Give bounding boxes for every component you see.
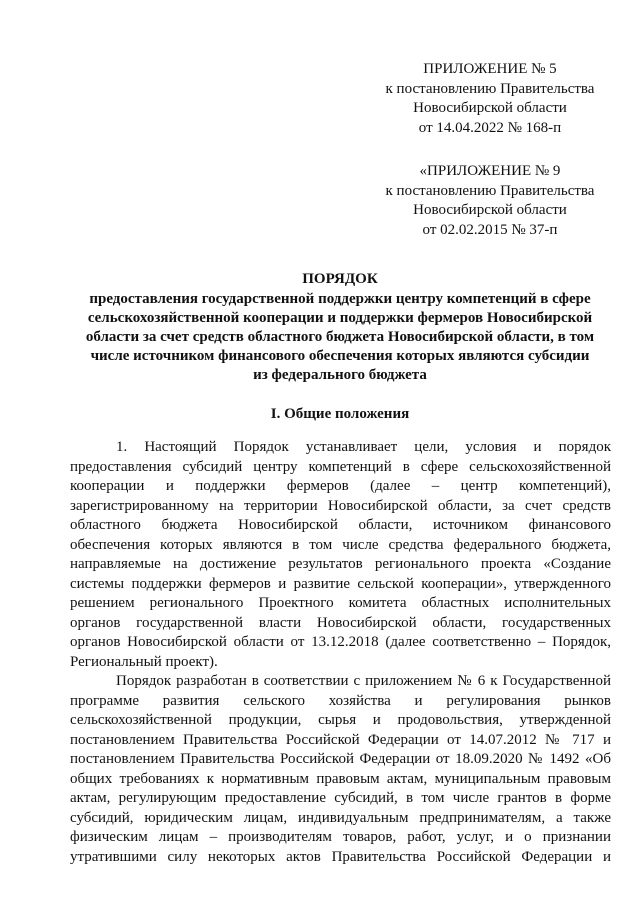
- title-line: области за счет средств областного бюджета Новосибирской области, в том: [85, 329, 595, 345]
- paragraph-1-line: органов Новосибирской области от 13.12.2018 (далее соответственно – Порядок,: [70, 634, 611, 650]
- annex-previous-date: от 02.02.2015 № 37-п: [422, 221, 558, 238]
- annex-previous-decree: к постановлению Правительства: [385, 182, 595, 199]
- document-title: [70, 270, 610, 385]
- paragraph-1-line: предоставления субсидий центру компетенций в сфере сельскохозяйственной: [70, 458, 611, 475]
- annex-current-date: от 14.04.2022 № 168-п: [418, 119, 562, 136]
- paragraph-1-line: органов государственной власти Новосибирской области, государственных: [70, 614, 611, 631]
- title-line: предоставления государственной поддержки центру компетенций в сфере: [89, 291, 591, 307]
- paragraph-2-line: утратившими силу некоторых актов Правительства Российской Федерации и: [70, 848, 611, 865]
- paragraph-2-line: общих требованиях к нормативным правовым актам, муниципальным правовым: [70, 770, 611, 787]
- annex-previous-header: [385, 162, 595, 240]
- annex-current-title: ПРИЛОЖЕНИЕ № 5: [423, 61, 557, 77]
- paragraph-1-line: обеспечения которых являются в том числе средства федерального бюджета,: [70, 536, 611, 553]
- paragraph-2-line: Порядок разработан в соответствии с приложением № 6 к Государственной: [116, 673, 611, 689]
- paragraph-1-line: 1. Настоящий Порядок устанавливает цели, условия и порядок: [116, 439, 611, 455]
- annex-previous-title: «ПРИЛОЖЕНИЕ № 9: [419, 163, 561, 179]
- paragraph-1-line: зарегистрированному на территории Новосибирской области, за счет средств: [70, 497, 611, 514]
- paragraph-2-line: постановлением Правительства Российской Федерации от 14.07.2012 № 717 и: [70, 731, 611, 748]
- paragraph-2-line: программе развития сельского хозяйства и регулирования рынков: [70, 692, 611, 709]
- annex-current-region: Новосибирской области: [413, 100, 567, 116]
- paragraph-1-line: решением регионального Проектного комитета областных исполнительных: [70, 595, 611, 611]
- annex-previous-region: Новосибирской области: [413, 202, 567, 218]
- paragraph-2-line: субсидий, юридическим лицам, индивидуальным предпринимателям, а также: [70, 809, 611, 826]
- paragraph-2-line: физическим лицам – производителям товаров, работ, услуг, и о признании: [70, 829, 611, 845]
- paragraph-1-line: областного бюджета Новосибирской области, источником финансового: [70, 517, 611, 533]
- paragraph-1-line: кооперации и поддержки фермеров (далее – центр компетенций),: [70, 478, 611, 494]
- paragraph-1-line: Региональный проект).: [70, 653, 218, 670]
- annex-current-header: [385, 60, 595, 138]
- title-main: ПОРЯДОК: [302, 271, 378, 287]
- title-line: из федерального бюджета: [253, 367, 427, 383]
- annex-current-decree: к постановлению Правительства: [385, 80, 595, 97]
- paragraph-1-line: системы поддержки фермеров и развитие сельской кооперации», утвержденного: [70, 575, 611, 592]
- title-line: числе источником финансового обеспечения которых являются субсидии: [90, 348, 590, 364]
- document-body: [70, 438, 611, 867]
- paragraph-2-line: актам, регулирующим предоставление субсидий, в том числе грантов в форме: [70, 790, 611, 806]
- section-heading: I. Общие положения: [270, 406, 410, 422]
- title-line: сельскохозяйственной кооперации и поддержки фермеров Новосибирской: [87, 310, 593, 326]
- paragraph-2-line: постановлением Правительства Российской Федерации от 18.09.2020 № 1492 «Об: [70, 751, 611, 767]
- paragraph-2-line: сельскохозяйственной продукции, сырья и продовольствия, утвержденной: [70, 712, 611, 728]
- paragraph-1-line: направляемые на достижение результатов регионального проекта «Создание: [70, 556, 611, 572]
